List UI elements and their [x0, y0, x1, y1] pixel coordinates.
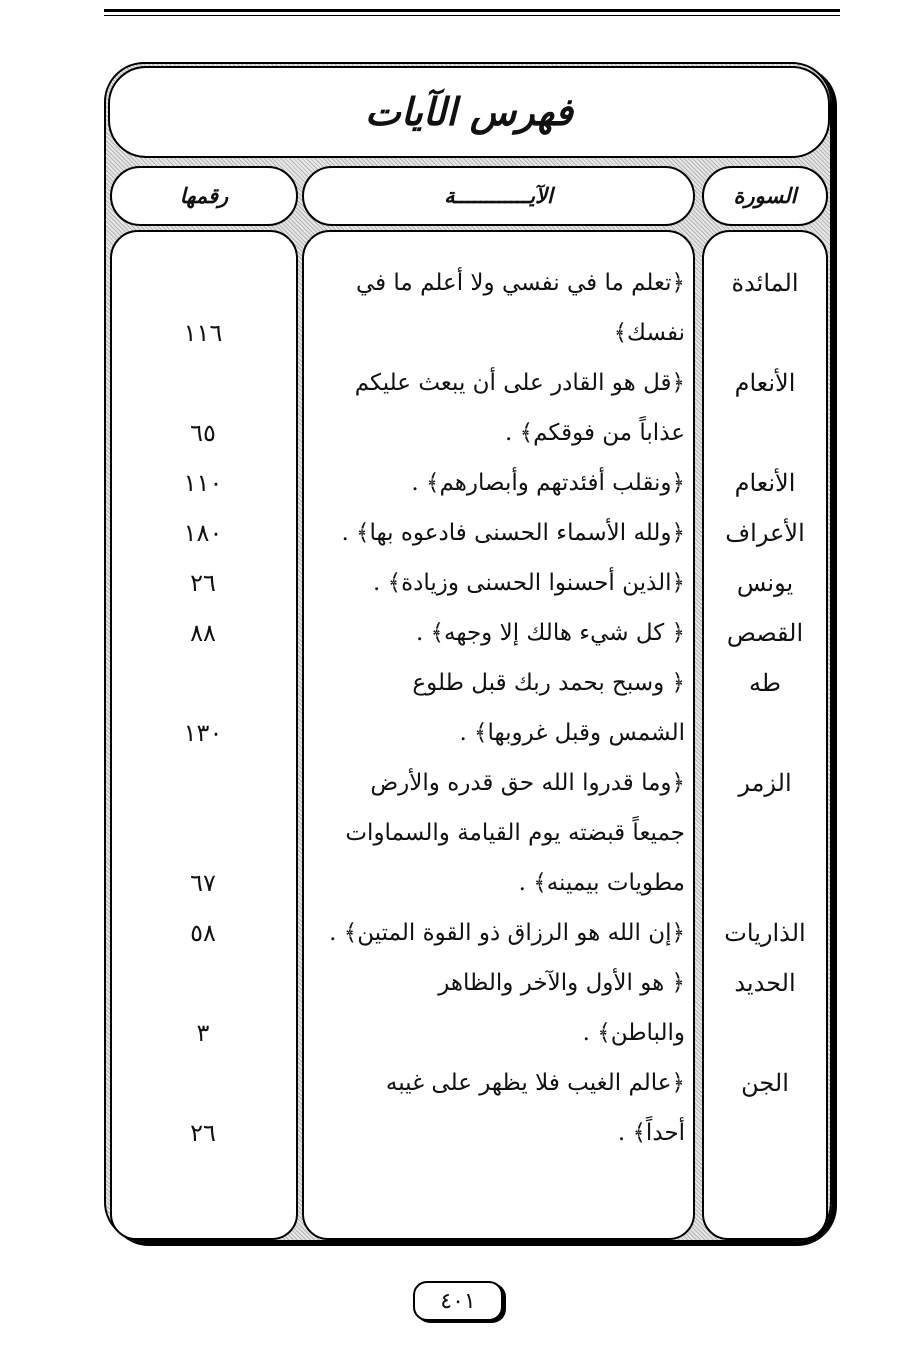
ayah-number: ٢٦ [190, 569, 216, 597]
surah-name: الأنعام [734, 369, 796, 397]
surah-name: الزمر [738, 769, 792, 797]
ayah-text: جميعاً قبضته يوم القيامة والسماوات [345, 820, 685, 846]
ayah-number: ٣ [196, 1019, 210, 1047]
ayah-text: أحداً﴾ . [617, 1120, 685, 1146]
surah-name: الأعراف [725, 519, 805, 547]
top-rule-thick [104, 9, 840, 12]
ayah-number: ٢٦ [190, 1119, 216, 1147]
header-number-label: رقمها [179, 184, 229, 208]
ayah-text: ﴿ونقلب أفئدتهم وأبصارهم﴾ . [411, 470, 685, 496]
ayah-text: ﴿ هو الأول والآخر والظاهر [438, 970, 685, 996]
ayah-text: ﴿وما قدروا الله حق قدره والأرض [370, 770, 685, 796]
ayah-number: ٦٧ [190, 869, 216, 897]
top-rule-thin [104, 15, 840, 16]
surah-name: يونس [736, 569, 794, 597]
header-ayah [302, 166, 695, 226]
surah-name: طه [749, 669, 781, 697]
ayah-number: ٦٥ [190, 419, 216, 447]
ayah-text: والباطن﴾ . [582, 1020, 685, 1046]
ayah-number: ٨٨ [190, 619, 216, 647]
surah-name: المائدة [731, 269, 799, 297]
title-box [108, 66, 830, 158]
ayah-text: عذاباً من فوقكم﴾ . [504, 420, 685, 446]
page-number-box [413, 1281, 503, 1321]
ayah-text: ﴿ولله الأسماء الحسنى فادعوه بها﴾ . [341, 520, 685, 546]
ayah-text: الشمس وقبل غروبها﴾ . [459, 720, 685, 746]
ayah-text: ﴿إن الله هو الرزاق ذو القوة المتين﴾ . [329, 920, 685, 946]
page-number: ٤٠١ [440, 1288, 476, 1314]
page-title: فهرس الآيات [365, 90, 573, 134]
ayah-number: ١١٦ [183, 319, 223, 347]
ayah-text: ﴿الذين أحسنوا الحسنى وزيادة﴾ . [372, 570, 685, 596]
ayah-text: ﴿قل هو القادر على أن يبعث عليكم [354, 370, 685, 396]
ayah-text: ﴿ وسبح بحمد ربك قبل طلوع [412, 670, 685, 696]
ayah-text: ﴿ كل شيء هالك إلا وجهه﴾ . [415, 620, 685, 646]
header-surah-label: السورة [733, 184, 797, 208]
surah-name: الحديد [734, 969, 796, 997]
header-surah [702, 166, 828, 226]
ayah-text: مطويات بيمينه﴾ . [518, 870, 685, 896]
ayah-text: ﴿عالم الغيب فلا يظهر على غيبه [385, 1070, 685, 1096]
surah-name: القصص [726, 619, 804, 647]
surah-name: الذاريات [724, 919, 806, 947]
ayah-text: نفسك﴾ [613, 320, 685, 346]
header-ayah-label: الآيــــــــــــة [444, 184, 553, 208]
surah-name: الأنعام [734, 469, 796, 497]
ayah-number: ١٣٠ [183, 719, 223, 747]
header-number [110, 166, 298, 226]
ayah-number: ١١٠ [183, 469, 223, 497]
surah-name: الجن [741, 1069, 789, 1097]
ayah-number: ١٨٠ [183, 519, 223, 547]
ayah-number: ٥٨ [190, 919, 216, 947]
ayah-text: ﴿تعلم ما في نفسي ولا أعلم ما في [355, 270, 685, 296]
